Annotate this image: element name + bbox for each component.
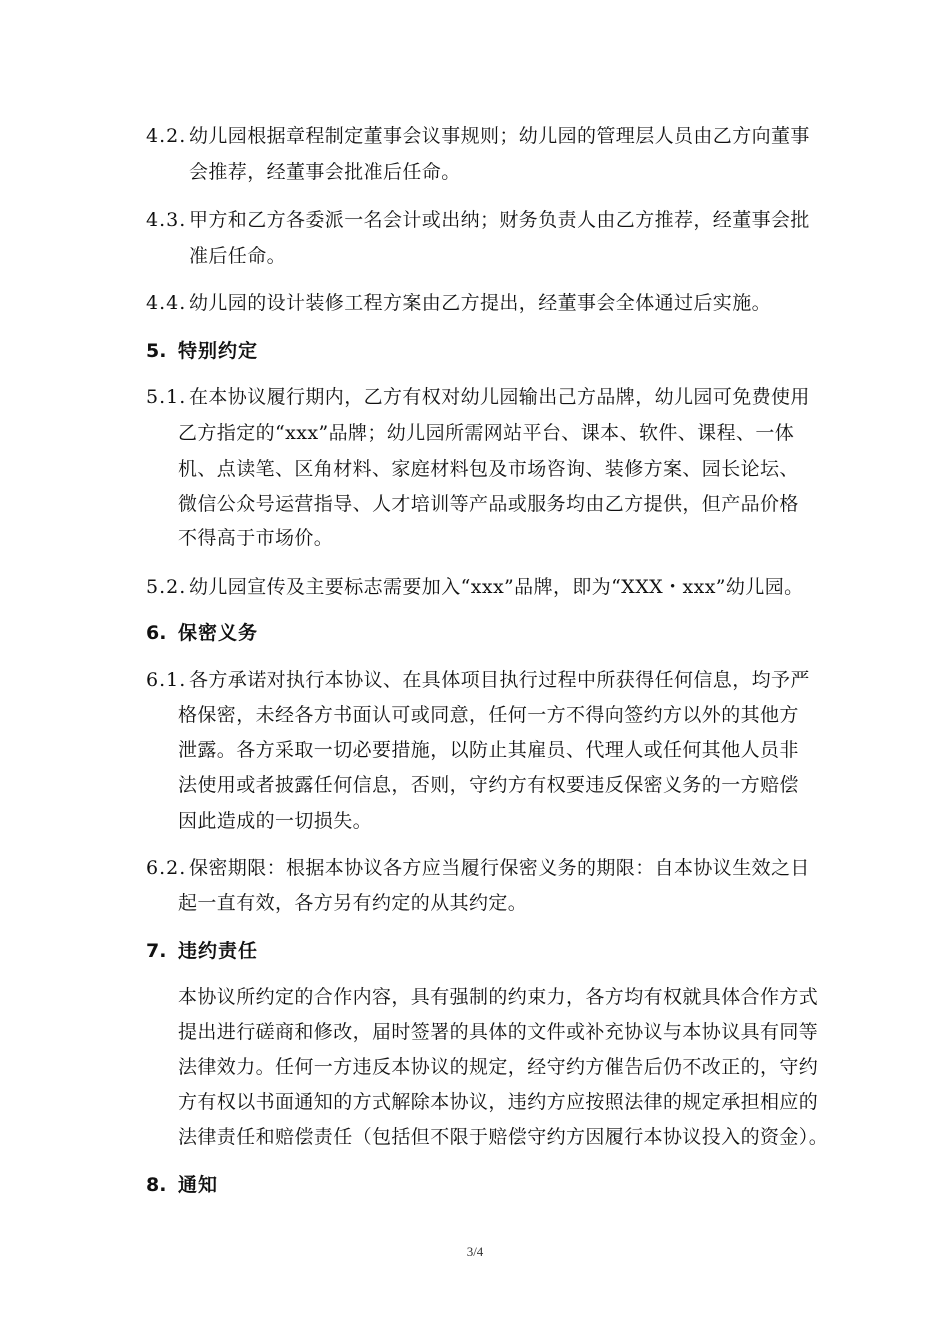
clause-text-line: 泄露。各方采取一切必要措施，以防止其雇员、代理人或任何其他人员非 bbox=[178, 739, 799, 761]
clause-text-line: 法使用或者披露任何信息，否则，守约方有权要违反保密义务的一方赔偿 bbox=[178, 774, 799, 796]
paragraph-line: 法律责任和赔偿责任（包括但不限于赔偿守约方因履行本协议投入的资金）。 bbox=[178, 1126, 829, 1148]
paragraph-line: 本协议所约定的合作内容，具有强制的约束力，各方均有权就具体合作方式 bbox=[178, 986, 819, 1008]
section-number: 6. bbox=[146, 622, 167, 644]
clause-number: 4.3. bbox=[146, 209, 187, 231]
clause-number: 4.2. bbox=[146, 125, 187, 147]
clause-number: 6.2. bbox=[146, 857, 187, 879]
section-number: 7. bbox=[146, 940, 167, 962]
clause-text-line: 各方承诺对执行本协议、在具体项目执行过程中所获得任何信息，均予严 bbox=[189, 669, 810, 691]
clause-text-line: 格保密，未经各方书面认可或同意，任何一方不得向签约方以外的其他方 bbox=[178, 704, 799, 726]
clause-text-line: 甲方和乙方各委派一名会计或出纳；财务负责人由乙方推荐，经董事会批 bbox=[189, 209, 810, 231]
clause-text-line: 微信公众号运营指导、人才培训等产品或服务均由乙方提供，但产品价格 bbox=[178, 493, 799, 515]
page-number: 3/4 bbox=[466, 1244, 484, 1259]
section-number: 8. bbox=[146, 1174, 167, 1196]
clause-text-line: 因此造成的一切损失。 bbox=[178, 810, 373, 832]
clause-text-line: 在本协议履行期内，乙方有权对幼儿园输出己方品牌，幼儿园可免费使用 bbox=[189, 386, 810, 408]
clause-text-line: 不得高于市场价。 bbox=[178, 527, 334, 549]
clause-text-line: 幼儿园根据章程制定董事会议事规则；幼儿园的管理层人员由乙方向董事 bbox=[189, 125, 810, 147]
clause-text-line: 幼儿园宣传及主要标志需要加入“xxx”品牌，即为“XXX・xxx”幼儿园。 bbox=[189, 576, 804, 598]
paragraph-line: 提出进行磋商和修改，届时签署的具体的文件或补充协议与本协议具有同等 bbox=[178, 1021, 819, 1043]
section-heading: 特别约定 bbox=[178, 340, 259, 362]
clause-text-line: 会推荐，经董事会批准后任命。 bbox=[189, 161, 461, 183]
clause-number: 6.1. bbox=[146, 669, 187, 691]
clause-text-line: 幼儿园的设计装修工程方案由乙方提出，经董事会全体通过后实施。 bbox=[189, 292, 772, 314]
section-heading: 通知 bbox=[178, 1174, 219, 1196]
section-heading: 违约责任 bbox=[178, 940, 259, 962]
paragraph-line: 法律效力。任何一方违反本协议的规定，经守约方催告后仍不改正的，守约 bbox=[178, 1056, 819, 1078]
clause-text-line: 保密期限：根据本协议各方应当履行保密义务的期限：自本协议生效之日 bbox=[189, 857, 810, 879]
clause-text-line: 准后任命。 bbox=[189, 245, 287, 267]
clause-text-line: 起一直有效，各方另有约定的从其约定。 bbox=[178, 892, 528, 914]
clause-number: 5.1. bbox=[146, 386, 187, 408]
clause-text-line: 乙方指定的“xxx”品牌；幼儿园所需网站平台、课本、软件、课程、一体 bbox=[178, 422, 795, 444]
clause-number: 4.4. bbox=[146, 292, 187, 314]
paragraph-line: 方有权以书面通知的方式解除本协议，违约方应按照法律的规定承担相应的 bbox=[178, 1091, 819, 1113]
section-heading: 保密义务 bbox=[178, 622, 259, 644]
clause-number: 5.2. bbox=[146, 576, 187, 598]
section-number: 5. bbox=[146, 340, 167, 362]
clause-text-line: 机、点读笔、区角材料、家庭材料包及市场咨询、装修方案、园长论坛、 bbox=[178, 458, 799, 480]
